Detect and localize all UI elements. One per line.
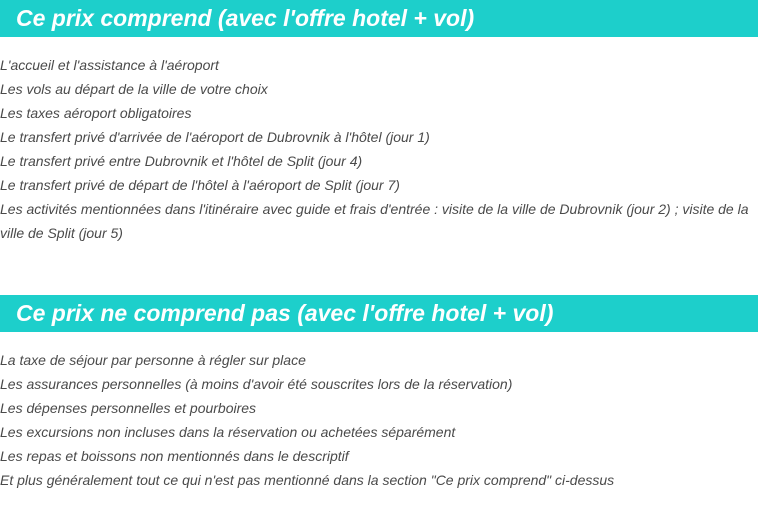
not-included-list — [0, 348, 758, 492]
list-item: Le transfert privé d'arrivée de l'aéroport de Dubrovnik à l'hôtel (jour 1) — [0, 129, 430, 145]
list-item: Le transfert privé de départ de l'hôtel à l'aéroport de Split (jour 7) — [0, 177, 400, 193]
list-item: L'accueil et l'assistance à l'aéroport — [0, 57, 219, 73]
included-list — [0, 53, 758, 245]
list-item: La taxe de séjour par personne à régler sur place — [0, 352, 306, 368]
included-section-title: Ce prix comprend (avec l'offre hotel + vol) — [0, 0, 758, 37]
list-item: Les assurances personnelles (à moins d'avoir été souscrites lors de la réservation) — [0, 376, 513, 392]
list-item: Les taxes aéroport obligatoires — [0, 105, 192, 121]
list-item: Les dépenses personnelles et pourboires — [0, 400, 257, 416]
list-item: Les activités mentionnées dans l'itinéraire avec guide et frais d'entrée : visite de la ville de Dubrovnik (jour 2) ; visite de la ville de Split (jour 5) — [0, 201, 749, 241]
not-included-section-title: Ce prix ne comprend pas (avec l'offre hotel + vol) — [0, 295, 758, 332]
list-item: Les excursions non incluses dans la réservation ou achetées séparément — [0, 424, 456, 440]
list-item: Les repas et boissons non mentionnés dans le descriptif — [0, 448, 349, 464]
list-item: Le transfert privé entre Dubrovnik et l'hôtel de Split (jour 4) — [0, 153, 363, 169]
list-item: Les vols au départ de la ville de votre choix — [0, 81, 268, 97]
list-item: Et plus généralement tout ce qui n'est pas mentionné dans la section "Ce prix comprend" ci-dessus — [0, 472, 615, 488]
